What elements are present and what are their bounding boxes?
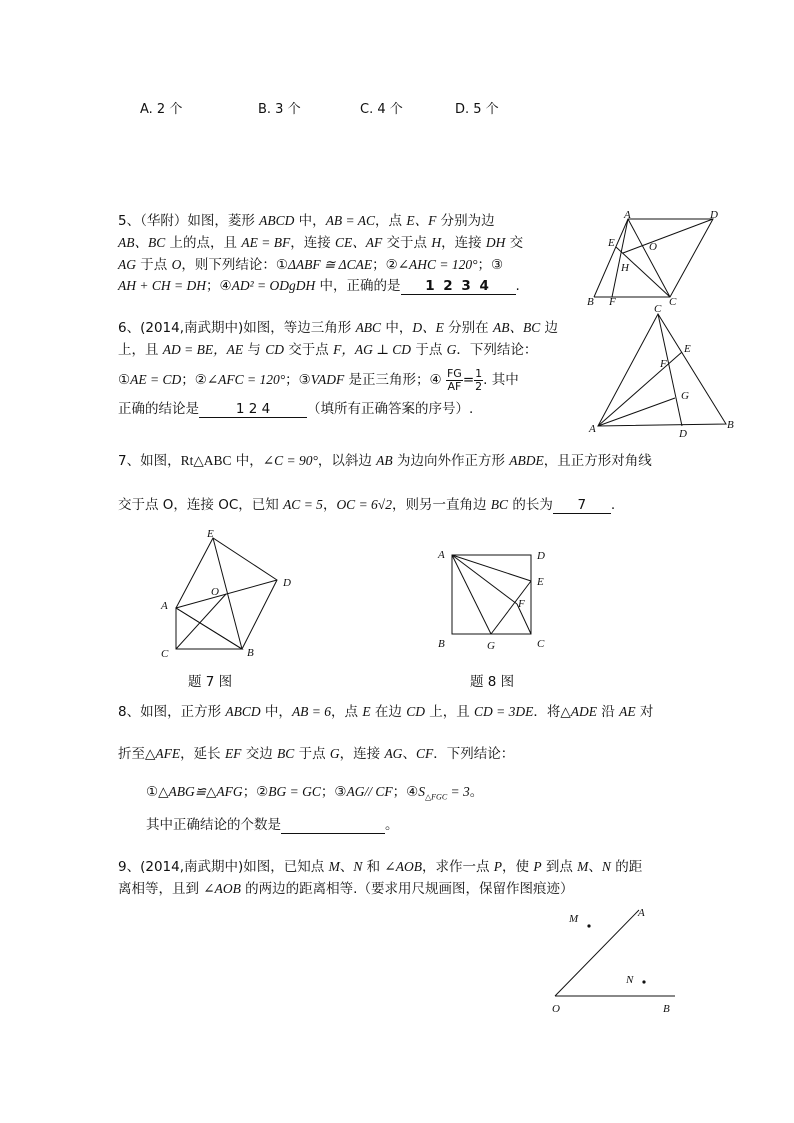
segment-oc [176,594,226,649]
q9-line-2: 离相等，且到 ∠AOB 的两边的距离相等.（要求用尺规画图，保留作图痕迹） [118,881,574,897]
segment-ae [452,555,531,581]
label-a: A [624,209,631,221]
segment-af [452,555,517,604]
diagonal-ad [176,580,277,608]
label-d: D [283,577,291,589]
q5-line-4: AH + CH = DH；④AD² = ODgDH 中，正确的是 1 2 3 4 . [118,278,520,294]
label-b: B [587,296,594,307]
point-n [642,980,645,983]
label-a: A [638,907,645,919]
q6-line-2: 上，且 AD = BE，AE 与 CD 交于点 F，AG ⊥ CD 于点 G．下列结论： [118,342,538,358]
option-c: C. 4 个 [360,102,403,117]
label-c: C [537,638,545,650]
q5-line-3: AG 于点 O，则下列结论：①ΔABF ≅ ΔCAE；②∠AHC = 120°；③ [118,257,504,273]
label-g: G [487,640,495,652]
segment-ae [598,352,682,426]
segment-ag [598,398,675,426]
label-n: N [626,974,634,986]
rhombus-outline [594,219,713,297]
label-c: C [654,303,662,315]
option-a: A. 2 个 [140,102,183,117]
figure-7-square-on-hypotenuse [155,525,305,665]
q7-line-2: 交于点 O，连接 OC，已知 AC = 5，OC = 6√2，则另一直角边 BC 的长为 7 . [118,497,616,513]
label-b: B [663,1003,670,1015]
q7-answer: 7 [553,497,611,514]
segment-af [612,219,628,297]
caption-figure-7: 题 7 图 [188,674,233,690]
q7-line-1: 7、如图，Rt△ABC 中，∠C = 90°，以斜边 AB 为边向外作正方形 ABDE，且正方形对角线 [118,453,652,469]
label-c: C [161,648,169,660]
label-g: G [681,390,689,402]
segment-ag [452,555,491,634]
label-b: B [727,419,734,431]
label-d: D [679,428,687,440]
q5-line-1: 5、（华附）如图，菱形 ABCD 中，AB = AC，点 E、F 分别为边 [118,213,495,229]
label-f: F [660,358,667,370]
label-f: F [518,598,525,610]
label-d: D [710,209,718,221]
label-d: D [537,550,545,562]
figure-6-triangle [586,300,742,440]
fraction-one-half: $\frac{1}{2}$ [475,366,483,393]
label-o: O [211,586,219,598]
figure-9-angle [545,900,685,1020]
square-abcd [452,555,531,634]
diagonal-ac [628,219,670,297]
q8-line-4: 其中正确结论的个数是 。 [146,817,399,833]
caption-figure-8: 题 8 图 [470,674,515,690]
label-m: M [569,913,579,925]
q5-answer: 1 2 3 4 [401,278,516,295]
option-b: B. 3 个 [258,102,301,117]
q8-line-3: ①△ABG≌△AFG；②BG = GC；③AG// CF；$④S_{\triangle FGC} = 3$。 [146,784,484,802]
q6-line-1: 6、(2014,南武期中)如图，等边三角形 ABC 中，D、E 分别在 AB、BC 边 [118,320,558,336]
triangle-abc [176,608,242,649]
label-b: B [438,638,445,650]
option-d: D. 5 个 [455,102,499,117]
label-e: E [608,237,615,249]
figure-5-rhombus [582,207,732,307]
label-e: E [537,576,544,588]
q6-answer: 1 2 4 [199,401,307,418]
segment-dh [623,219,713,253]
point-m [587,924,590,927]
label-o: O [649,241,657,253]
label-a: A [161,600,168,612]
label-e: E [684,343,691,355]
q8-line-2: 折至△AFE，延长 EF 交边 BC 于点 G，连接 AG、CF．下列结论： [118,746,515,762]
label-a: A [589,423,596,435]
label-b: B [247,647,254,659]
label-f: F [609,296,616,307]
label-c: C [669,296,677,307]
q9-line-1: 9、(2014,南武期中)如图，已知点 M、N 和 ∠AOB，求作一点 P，使 P 到点 M、N 的距 [118,859,643,875]
fraction-fg-af: $\frac{FG}{AF}$ [446,366,462,393]
label-a: A [438,549,445,561]
q5-line-2: AB、BC 上的点，且 AE = BF，连接 CE、AF 交于点 H，连接 DH 交 [118,235,524,251]
label-e: E [207,528,214,540]
q6-line-3: ①AE = CD；②∠AFC = 120°；③VADF 是正三角形；④ $\frac{FG}{AF}$ = $\frac{1}{2}$ . 其中 [118,366,519,393]
q8-answer-blank[interactable] [281,817,385,834]
figure-8-square [432,545,552,655]
q6-line-4: 正确的结论是 1 2 4 （填所有正确答案的序号）. [118,401,474,417]
label-o: O [552,1003,560,1015]
q8-line-1: 8、如图，正方形 ABCD 中，AB = 6，点 E 在边 CD 上，且 CD = 3DE．将△ADE 沿 AE 对 [118,704,654,720]
label-h: H [621,262,629,274]
